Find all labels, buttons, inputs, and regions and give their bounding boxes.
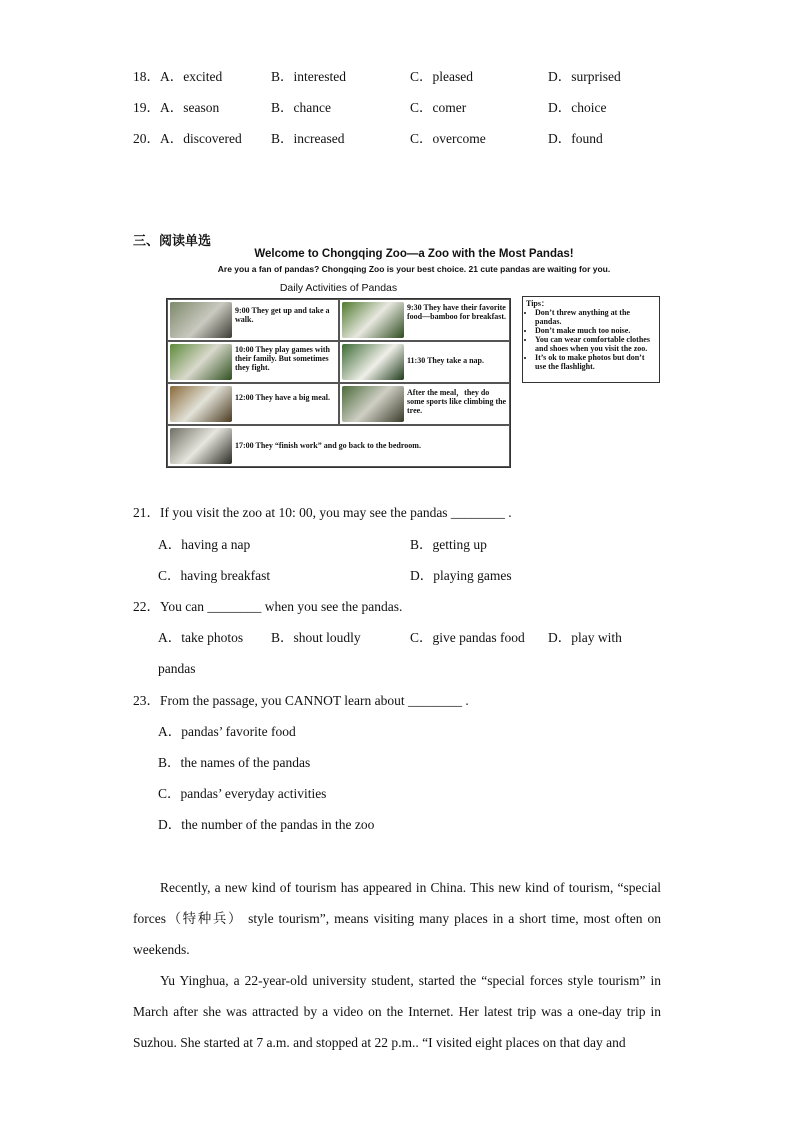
figure-subtitle: Are you a fan of pandas? Chongqing Zoo is your best choice. 21 cute pandas are waiting for you. (217, 264, 611, 274)
tip-item: • Don’t make much too noise. (535, 326, 656, 335)
question-19-option-d[interactable]: D．choice (548, 100, 607, 115)
passage-paragraph-1: Recently, a new kind of tourism has appeared in China. This new kind of tourism, “special forces（特种兵） style tourism”, means visiting many places in a short time, most often on weekends. (133, 880, 661, 957)
question-21-option-d[interactable]: D．playing games (410, 568, 512, 583)
panda-photo-icon (342, 386, 404, 422)
question-22-option-b[interactable]: B．shout loudly (271, 630, 361, 645)
section-heading: 三、阅读单选 (133, 234, 212, 249)
tips-title: Tips： (526, 299, 549, 308)
question-22-option-d-wrap: pandas (158, 661, 196, 676)
panda-photo-icon (170, 344, 232, 380)
question-20-option-d[interactable]: D．found (548, 131, 603, 146)
panda-photo-icon (170, 302, 232, 338)
figure-title: Welcome to Chongqing Zoo—a Zoo with the Most Pandas! (254, 248, 574, 260)
activity-cell (339, 383, 510, 425)
activity-text: 9:30 They have their favorite food—bamboo for breakfast. (407, 303, 507, 321)
activities-grid (166, 298, 511, 468)
tips-list (526, 308, 656, 371)
question-23-option-b[interactable]: B．the names of the pandas (158, 755, 311, 770)
question-20-option-b[interactable]: B．increased (271, 131, 345, 146)
question-18-number: 18． (133, 69, 160, 84)
panda-photo-icon (342, 344, 404, 380)
activities-table-title: Daily Activities of Pandas (279, 282, 398, 294)
activity-cell (339, 341, 510, 383)
question-18-option-b[interactable]: B．interested (271, 69, 346, 84)
question-19-number: 19． (133, 100, 160, 115)
question-23-stem: 23．From the passage, you CANNOT learn about ________ . (133, 693, 469, 708)
question-20-option-c[interactable]: C．overcome (410, 131, 486, 146)
question-18-option-a[interactable]: A．excited (160, 69, 223, 84)
question-23-option-c[interactable]: C．pandas’ everyday activities (158, 786, 327, 801)
panda-photo-icon (170, 428, 232, 464)
question-18-option-d[interactable]: D．surprised (548, 69, 621, 84)
activity-cell (167, 299, 339, 341)
activity-text: 9:00 They get up and take a walk. (235, 306, 330, 324)
question-22-option-a[interactable]: A．take photos (158, 630, 244, 645)
panda-photo-icon (170, 386, 232, 422)
question-20-option-a[interactable]: A．discovered (160, 131, 242, 146)
activity-text: 17:00 They “finish work” and go back to the bedroom. (235, 441, 421, 450)
tip-item: • You can wear comfortable clothes and shoes when you visit the zoo. (535, 335, 656, 353)
zoo-figure (166, 248, 662, 472)
question-22-stem: 22．You can ________ when you see the pandas. (133, 599, 403, 614)
tips-box (522, 296, 660, 383)
activity-cell (339, 299, 510, 341)
tip-item: • It’s ok to make photos but don’t use the flashlight. (535, 353, 656, 371)
activity-cell (167, 425, 510, 467)
activity-text: 10:00 They play games with their family. But sometimes they fight. (235, 345, 330, 372)
activity-text: 11:30 They take a nap. (407, 356, 484, 365)
activity-text: 12:00 They have a big meal. (235, 393, 330, 402)
question-23-option-d[interactable]: D．the number of the pandas in the zoo (158, 817, 375, 832)
activity-text: After the meal，they do some sports like climbing the tree. (407, 388, 507, 415)
question-21-option-c[interactable]: C．having breakfast (158, 568, 271, 583)
activity-cell (167, 383, 339, 425)
question-20-number: 20． (133, 131, 160, 146)
tip-item: • Don’t threw anything at the pandas. (535, 308, 656, 326)
question-22-option-d[interactable]: D．play with (548, 630, 622, 645)
question-21-option-b[interactable]: B．getting up (410, 537, 487, 552)
question-19-option-b[interactable]: B．chance (271, 100, 331, 115)
activity-cell (167, 341, 339, 383)
panda-photo-icon (342, 302, 404, 338)
question-23-option-a[interactable]: A．pandas’ favorite food (158, 724, 296, 739)
question-19-option-a[interactable]: A．season (160, 100, 220, 115)
question-21-stem: 21．If you visit the zoo at 10: 00, you may see the pandas ________ . (133, 505, 512, 520)
question-21-option-a[interactable]: A．having a nap (158, 537, 251, 552)
passage-paragraph-2: Yu Yinghua, a 22-year-old university student, started the “special forces style tourism” in March after she was attracted by a video on the Internet. Her latest trip was a one-day trip in Suzhou. She started at 7 a.m. and stopped at 22 p.m.. “I visited eight places on that day and (133, 973, 661, 1050)
question-22-option-c[interactable]: C．give pandas food (410, 630, 525, 645)
question-19-option-c[interactable]: C．comer (410, 100, 467, 115)
question-18-option-c[interactable]: C．pleased (410, 69, 473, 84)
